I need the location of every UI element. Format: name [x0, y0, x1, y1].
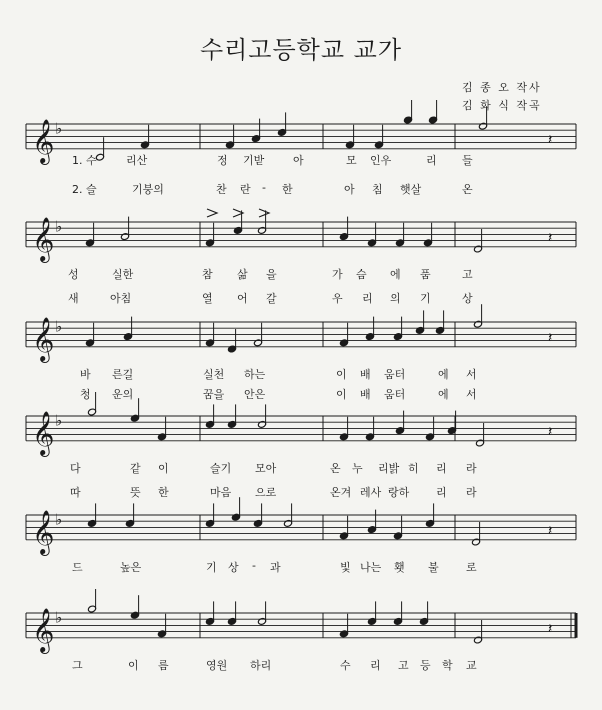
- lyric-syllable: 아침: [110, 292, 132, 305]
- lyric-syllable: 상: [228, 561, 239, 574]
- lyric-syllable: 온: [330, 462, 341, 475]
- flat-icon: ♭: [55, 608, 63, 627]
- lyric-syllable: 꿈을: [203, 388, 225, 401]
- lyric-syllable: 1. 수: [72, 154, 97, 167]
- quarter-rest-icon: 𝄽: [548, 229, 553, 246]
- treble-clef-icon: 𝄞: [32, 316, 55, 361]
- lyric-syllable: 리: [370, 659, 381, 672]
- lyric-syllable: 리: [436, 486, 447, 499]
- lyric-syllable: 상: [462, 292, 473, 305]
- lyric-syllable: 레사: [360, 486, 382, 499]
- lyric-syllable: 빛: [340, 561, 351, 574]
- lyric-syllable: 그: [72, 659, 83, 672]
- lyric-syllable: 인우: [370, 154, 392, 167]
- lyric-syllable: 성: [68, 268, 79, 281]
- lyric-syllable: 안은: [244, 388, 266, 401]
- lyric-syllable: 슬기: [210, 462, 232, 475]
- lyric-syllable: 이: [336, 388, 347, 401]
- lyric-syllable: 어: [237, 292, 248, 305]
- flat-icon: ♭: [55, 119, 63, 138]
- lyric-syllable: 따: [70, 486, 81, 499]
- lyric-syllable: 름: [158, 659, 169, 672]
- lyric-syllable: 정: [217, 154, 228, 167]
- lyric-syllable: 열: [202, 292, 213, 305]
- lyric-syllable: 새: [68, 292, 79, 305]
- lyric-syllable: 을: [266, 268, 277, 281]
- lyric-syllable: 의: [390, 292, 401, 305]
- lyric-syllable: 기: [420, 292, 431, 305]
- treble-clef-icon: 𝄞: [32, 216, 55, 261]
- lyric-syllable: 온겨: [330, 486, 352, 499]
- treble-clef-icon: 𝄞: [32, 509, 55, 554]
- lyric-syllable: 아: [344, 183, 355, 196]
- lyric-syllable: 학: [442, 659, 453, 672]
- lyric-syllable: 에: [438, 388, 449, 401]
- lyric-syllable: 실천: [203, 368, 225, 381]
- lyric-syllable: 교: [466, 659, 477, 672]
- lyric-syllable: 리: [436, 462, 447, 475]
- lyric-syllable: 햇살: [400, 183, 422, 196]
- lyric-syllable: 배: [360, 368, 371, 381]
- lyric-syllable: 침: [372, 183, 383, 196]
- lyric-syllable: 과: [270, 561, 281, 574]
- lyric-syllable: 불: [428, 561, 439, 574]
- lyric-syllable: 배: [360, 388, 371, 401]
- lyric-syllable: 모아: [255, 462, 277, 475]
- lyric-syllable: 들: [462, 154, 473, 167]
- lyric-syllable: 서: [466, 368, 477, 381]
- lyric-syllable: 서: [466, 388, 477, 401]
- accent-mark: [207, 209, 217, 217]
- lyric-syllable: 찬: [216, 183, 227, 196]
- lyricist-credit: 김 종 오 작사: [462, 81, 542, 94]
- lyric-syllable: 청: [80, 388, 91, 401]
- treble-clef-icon: 𝄞: [32, 410, 55, 455]
- flat-icon: ♭: [55, 411, 63, 430]
- lyric-syllable: 른길: [112, 368, 134, 381]
- lyric-syllable: 마음: [210, 486, 232, 499]
- lyric-syllable: 란: [240, 183, 251, 196]
- lyric-syllable: 등: [420, 659, 431, 672]
- lyric-syllable: 실한: [112, 268, 134, 281]
- flat-icon: ♭: [55, 317, 63, 336]
- treble-clef-icon: 𝄞: [32, 607, 55, 652]
- lyric-syllable: 이: [336, 368, 347, 381]
- lyric-syllable: -: [252, 559, 256, 572]
- lyric-syllable: 히: [408, 462, 419, 475]
- lyric-syllable: 수: [340, 659, 351, 672]
- lyric-syllable: 2. 슬: [72, 183, 97, 196]
- lyric-syllable: 드: [72, 561, 83, 574]
- lyric-syllable: 아: [293, 154, 304, 167]
- song-title: 수리고등학교 교가: [199, 36, 403, 64]
- lyric-syllable: 로: [466, 561, 477, 574]
- lyric-syllable: 누: [352, 462, 363, 475]
- lyric-syllable: 품: [420, 268, 431, 281]
- accent-mark: [259, 209, 269, 217]
- quarter-rest-icon: 𝄽: [548, 329, 553, 346]
- treble-clef-icon: 𝄞: [32, 118, 55, 163]
- lyric-syllable: 기받: [243, 154, 265, 167]
- lyric-syllable: 리: [362, 292, 373, 305]
- lyric-syllable: 우: [332, 292, 343, 305]
- quarter-rest-icon: 𝄽: [548, 131, 553, 148]
- lyric-syllable: -: [262, 181, 266, 194]
- lyric-syllable: 삶: [237, 268, 248, 281]
- lyric-syllable: 리산: [126, 154, 148, 167]
- lyric-syllable: 움터: [384, 368, 406, 381]
- lyric-syllable: 운의: [112, 388, 134, 401]
- lyric-syllable: 온: [462, 183, 473, 196]
- lyric-syllable: 기: [206, 561, 217, 574]
- lyric-syllable: 횃: [394, 561, 405, 574]
- lyric-syllable: 이: [128, 659, 139, 672]
- lyric-syllable: 바: [80, 368, 91, 381]
- lyric-syllable: 참: [202, 268, 213, 281]
- lyric-syllable: 갈: [266, 292, 277, 305]
- lyric-syllable: 가: [332, 268, 343, 281]
- lyric-syllable: 랑하: [388, 486, 410, 499]
- lyric-syllable: 라: [466, 462, 477, 475]
- flat-icon: ♭: [55, 217, 63, 236]
- lyric-syllable: 리밝: [378, 462, 400, 475]
- lyric-syllable: 움터: [384, 388, 406, 401]
- lyric-syllable: 한: [282, 183, 293, 196]
- lyric-syllable: 이: [158, 462, 169, 475]
- lyric-syllable: 하는: [244, 368, 266, 381]
- lyric-syllable: 높은: [120, 561, 142, 574]
- quarter-rest-icon: 𝄽: [548, 620, 553, 637]
- lyric-syllable: 한: [158, 486, 169, 499]
- flat-icon: ♭: [55, 510, 63, 529]
- lyric-syllable: 영원: [206, 659, 228, 672]
- lyric-syllable: 뜻: [130, 486, 141, 499]
- composer-credit: 김 화 식 작곡: [462, 99, 542, 112]
- lyric-syllable: 하리: [250, 659, 272, 672]
- lyric-syllable: 슴: [356, 268, 367, 281]
- lyric-syllable: 고: [462, 268, 473, 281]
- lyric-syllable: 에: [390, 268, 401, 281]
- lyric-syllable: 라: [466, 486, 477, 499]
- lyric-syllable: 기붕의: [132, 183, 164, 196]
- quarter-rest-icon: 𝄽: [548, 522, 553, 539]
- lyric-syllable: 모: [346, 154, 357, 167]
- lyric-syllable: 으로: [255, 486, 277, 499]
- lyric-syllable: 다: [70, 462, 81, 475]
- lyric-syllable: 고: [398, 659, 409, 672]
- lyric-syllable: 나는: [360, 561, 382, 574]
- lyric-syllable: 리: [426, 154, 437, 167]
- quarter-rest-icon: 𝄽: [548, 423, 553, 440]
- lyric-syllable: 에: [438, 368, 449, 381]
- lyric-syllable: 같: [130, 462, 141, 475]
